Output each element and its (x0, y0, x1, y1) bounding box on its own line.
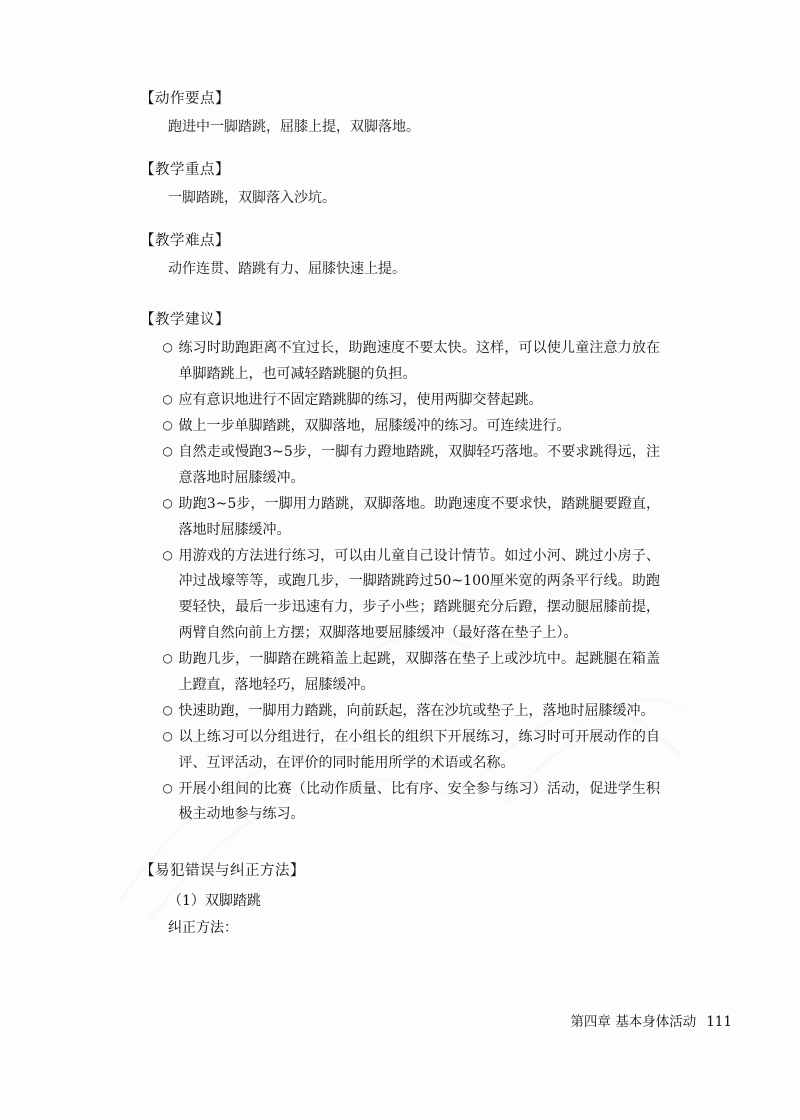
list-item-text: 开展小组间的比赛（比动作质量、比有序、安全参与练习）活动，促进学生积极主动地参与练习。 (178, 780, 660, 823)
list-item (162, 492, 660, 544)
list-item-text: 助跑3~5步，一脚用力踏跳，双脚落地。助跑速度不要求快，踏跳腿要蹬直，落地时屈膝缓冲。 (178, 495, 660, 538)
section-teaching-difficulty (140, 230, 660, 283)
footer-chapter-title: 第四章 基本身体活动 (570, 1014, 697, 1030)
document-body (140, 88, 660, 960)
circle-bullet-icon: ○ (162, 495, 173, 510)
section-heading: 【动作要点】 (140, 91, 230, 107)
section-paragraph: 一脚踏跳，双脚落入沙坑。 (168, 190, 336, 207)
list-item (162, 414, 660, 440)
circle-bullet-icon: ○ (162, 702, 173, 717)
section-action-points (140, 88, 660, 141)
list-item-text: 练习时助跑距离不宜过长，助跑速度不要太快。这样，可以使儿童注意力放在单脚踏跳上，也可减轻踏跳腿的负担。 (178, 340, 660, 383)
list-item (162, 647, 660, 699)
section-heading: 【教学难点】 (140, 233, 230, 250)
circle-bullet-icon: ○ (162, 418, 173, 433)
section-heading: 【教学重点】 (140, 162, 230, 179)
list-item-text: 以上练习可以分组进行，在小组长的组织下开展练习，练习时可开展动作的自评、互评活动，在评价的同时能用所学的术语或名称。 (178, 728, 660, 771)
list-item (162, 336, 660, 388)
circle-bullet-icon: ○ (162, 340, 173, 355)
list-item-text: 做上一步单脚踏跳，双脚落地，屈膝缓冲的练习。可连续进行。 (178, 418, 571, 435)
circle-bullet-icon: ○ (162, 651, 173, 666)
footer-page-number: 111 (706, 1014, 732, 1030)
list-item (162, 777, 660, 829)
section-teaching-focus (140, 159, 660, 212)
list-item-text: 用游戏的方法进行练习，可以由儿童自己设计情节。如过小河、跳过小房子、冲过战壕等等，或跑几步，一脚踏跳跨过50~100厘米宽的两条平行线。助跑要轻快，最后一步迅速有力，步子小些；踏跳腿充分后蹬，摆动腿屈膝前提，两臂自然向前上方摆；双脚落地要屈膝缓冲（最好落在垫子上）。 (178, 547, 660, 642)
section-paragraph: 动作连贯、踏跳有力、屈膝快速上提。 (168, 261, 406, 278)
list-item (162, 544, 660, 648)
section-paragraph: 跑进中一脚踏跳，屈膝上提，双脚落地。 (168, 119, 420, 136)
subsection-item: 纠正方法： (168, 919, 238, 936)
circle-bullet-icon: ○ (162, 547, 173, 562)
circle-bullet-icon: ○ (162, 728, 173, 743)
circle-bullet-icon: ○ (162, 780, 173, 795)
section-heading: 【教学建议】 (140, 312, 230, 329)
circle-bullet-icon: ○ (162, 443, 173, 458)
list-item (162, 440, 660, 492)
subsection-item: （1）双脚踏跳 (168, 892, 261, 909)
section-heading: 【易犯错误与纠正方法】 (140, 863, 305, 880)
list-item (162, 388, 660, 414)
list-item-text: 快速助跑，一脚用力踏跳，向前跃起，落在沙坑或垫子上，落地时屈膝缓冲。 (178, 702, 655, 719)
page-footer (140, 1010, 732, 1030)
circle-bullet-icon: ○ (162, 392, 173, 407)
section-teaching-suggestions (140, 309, 660, 828)
list-item (162, 725, 660, 777)
section-common-errors (140, 860, 660, 942)
list-item-text: 自然走或慢跑3~5步，一脚有力蹬地踏跳，双脚轻巧落地。不要求跳得远，注意落地时屈膝缓冲。 (178, 443, 660, 486)
list-item-text: 应有意识地进行不固定踏跳脚的练习，使用两脚交替起跳。 (178, 392, 543, 409)
suggestion-list (140, 336, 660, 828)
list-item (162, 699, 660, 725)
list-item-text: 助跑几步，一脚踏在跳箱盖上起跳，双脚落在垫子上或沙坑中。起跳腿在箱盖上蹬直，落地轻巧，屈膝缓冲。 (178, 651, 660, 693)
